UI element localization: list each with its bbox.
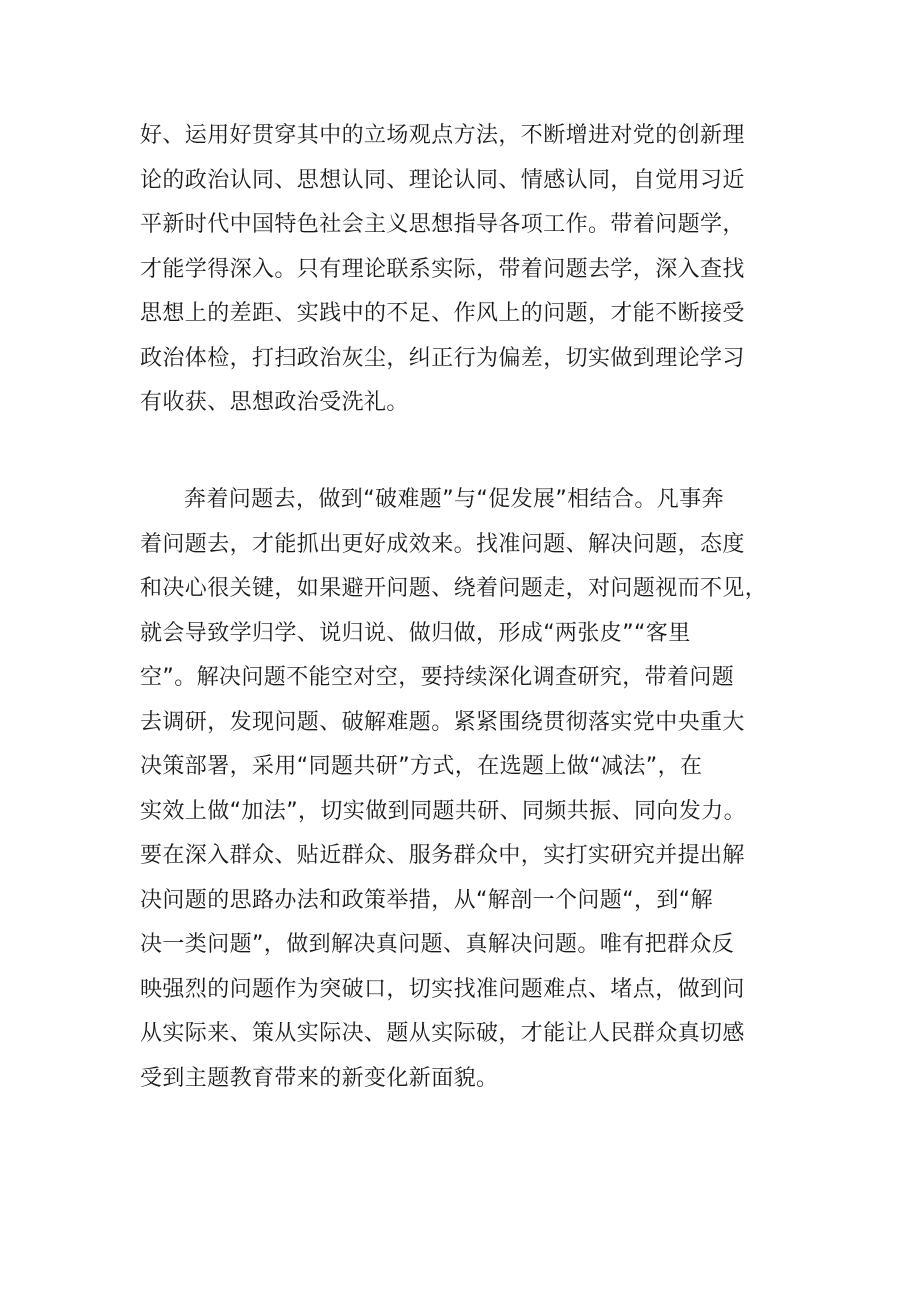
text-line xyxy=(140,1101,800,1146)
text-line: 政治体检，打扫政治灰尘，纠正行为偏差，切实做到理论学习 xyxy=(140,345,745,371)
text-line: 实效上做“加法”，切实做到同题共研、同频共振、同向发力。 xyxy=(140,798,746,824)
text-line: 和决心很关键，如果避开问题、绕着问题走，对问题视而不见， xyxy=(140,576,768,601)
text-line: 映强烈的问题作为突破口，切实找准问题难点、堵点，做到问 xyxy=(140,976,745,1002)
text-line: 思想上的差距、实践中的不足、作风上的问题，才能不断接受 xyxy=(140,301,745,326)
text-line: 从实际来、策从实际决、题从实际破，才能让人民群众真切感 xyxy=(140,1021,745,1046)
text-line: 才能学得深入。只有理论联系实际，带着问题去学，深入查找 xyxy=(140,256,745,282)
paragraph-1 xyxy=(140,114,800,426)
text-line: 决策部署，采用“同题共研”方式，在选题上做“减法”，在 xyxy=(140,754,703,779)
text-line: 去调研，发现问题、破解难题。紧紧围绕贯彻落实党中央重大 xyxy=(140,709,745,735)
text-line: 受到主题教育带来的新变化新面貌。 xyxy=(140,1065,499,1091)
text-line: 决问题的思路办法和政策举措，从“解剖一个问题“，到“解 xyxy=(140,887,713,913)
text-line-first: 奔着问题去，做到“破难题”与“促发展”相结合。凡事奔 xyxy=(184,487,724,512)
text-line: 空”。解决问题不能空对空，要持续深化调查研究，带着问题 xyxy=(140,665,735,690)
text-line: 论的政治认同、思想认同、理论认同、情感认同，自觉用习近 xyxy=(140,167,745,193)
text-line: 好、运用好贯穿其中的立场观点方法，不断增进对党的创新理 xyxy=(140,123,745,148)
text-line: 有收获、思想政治受洗礼。 xyxy=(140,390,409,415)
paragraph-2 xyxy=(140,478,800,1146)
text-line: 决一类问题”，做到解决真问题、真解决问题。唯有把群众反 xyxy=(140,932,735,957)
text-line: 着问题去，才能抓出更好成效来。找准问题、解决问题，态度 xyxy=(140,531,745,557)
text-line: 要在深入群众、贴近群众、服务群众中，实打实研究并提出解 xyxy=(140,843,745,868)
text-line: 平新时代中国特色社会主义思想指导各项工作。带着问题学， xyxy=(140,212,745,237)
text-line: 就会导致学归学、说归说、做归做，形成“两张皮”“客里 xyxy=(140,620,691,646)
